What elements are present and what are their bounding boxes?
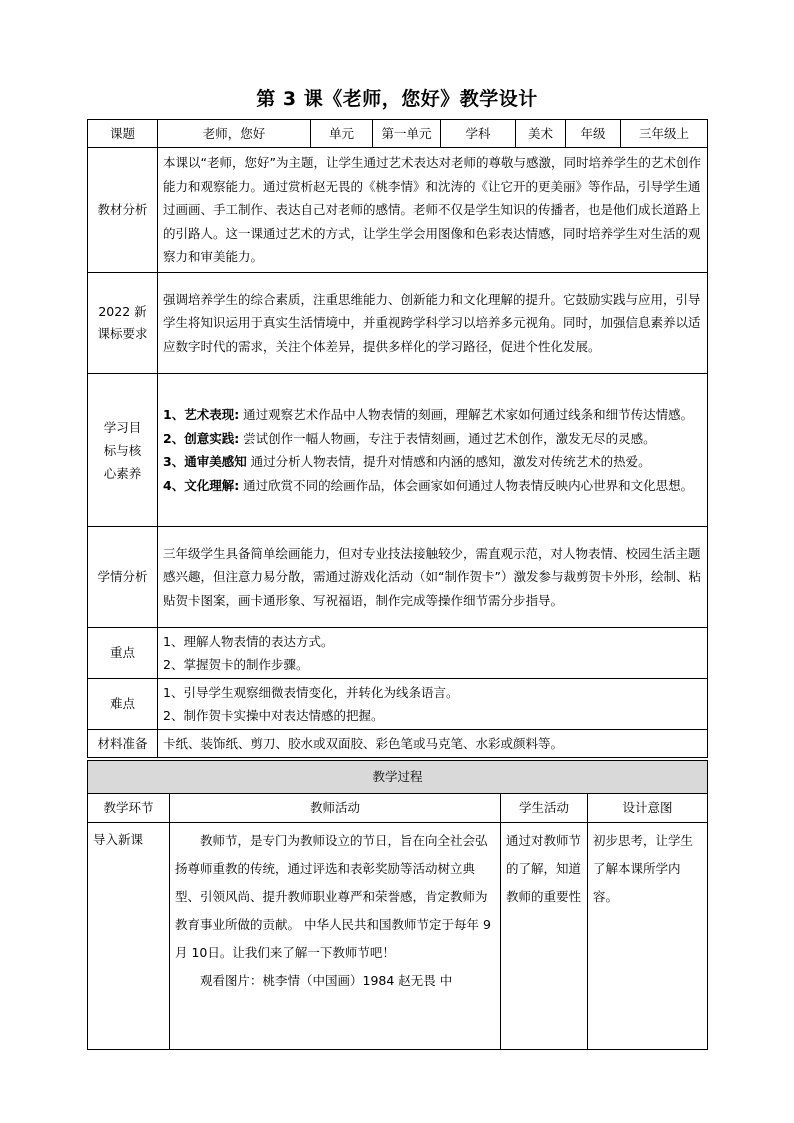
goal-head: 2、创意实践: bbox=[163, 430, 240, 446]
analysis-label: 教材分析 bbox=[88, 148, 158, 273]
unit-value: 第一单元 bbox=[373, 120, 441, 148]
difficulties-row bbox=[88, 679, 708, 730]
stage-cell: 导入新课 bbox=[88, 823, 170, 1050]
goal-head: 3、通审美感知 bbox=[163, 454, 247, 469]
process-row-intro bbox=[88, 823, 708, 1050]
standards-text: 强调培养学生的综合素质，注重思维能力、创新能力和文化理解的提升。它鼓励实践与应用，引导学生将知识运用于真实生活情境中，并重视跨学科学习以培养多元视角。同时，加强信息素养以适应数字时代的需求，关注个体差异，提供多样化的学习路径，促进个性化发展。 bbox=[158, 273, 708, 374]
goal-text: 通过欣赏不同的绘画作品，体会画家如何通过人物表情反映内心世界和文化思想。 bbox=[239, 477, 694, 493]
col-intent: 设计意图 bbox=[588, 794, 708, 823]
info-header-row bbox=[88, 120, 708, 148]
goals-label: 学习目标与核心素养 bbox=[88, 374, 158, 527]
goals-list bbox=[158, 374, 708, 527]
col-stage: 教学环节 bbox=[88, 794, 170, 823]
materials-text: 卡纸、装饰纸、剪刀、胶水或双面胶、彩色笔或马克笔、水彩或颜料等。 bbox=[158, 730, 708, 758]
teacher-activity-p2: 观看图片：桃李情（中国画）1984 赵无畏 中 bbox=[200, 973, 453, 988]
key-point-item: 1、理解人物表情的表达方式。 bbox=[163, 633, 334, 649]
goal-text: 通过分析人物表情，提升对情感和内涵的感知，激发对传统艺术的热爱。 bbox=[246, 454, 651, 469]
unit-label: 单元 bbox=[311, 120, 373, 148]
goals-row bbox=[88, 374, 708, 527]
page-title: 第 3 课《老师，您好》教学设计 bbox=[256, 88, 538, 110]
difficulties-label: 难点 bbox=[88, 679, 158, 730]
difficulties-list bbox=[158, 679, 708, 730]
standards-row bbox=[88, 273, 708, 374]
teacher-activity-p1: 教师节，是专门为教师设立的节日，旨在向全社会弘扬尊师重教的传统，通过评选和表彰奖励等活动树立典型、引领风尚、提升教师职业尊严和荣誉感，肯定教师为教育事业所做的贡献。 中华人民共和国教师节定于每年 9 月 10日。让我们来了解一下教师节吧！ bbox=[175, 833, 491, 960]
col-student: 学生活动 bbox=[501, 794, 588, 823]
subject-value: 美术 bbox=[516, 120, 566, 148]
key-points-list bbox=[158, 628, 708, 679]
analysis-row bbox=[88, 148, 708, 273]
grade-label: 年级 bbox=[566, 120, 621, 148]
standards-label-text: 2022 新课标要求 bbox=[97, 304, 148, 341]
difficulty-item: 1、引导学生观察细微表情变化，并转化为线条语言。 bbox=[163, 684, 459, 700]
process-heading-row bbox=[88, 761, 708, 794]
goal-item bbox=[163, 403, 702, 427]
materials-row bbox=[88, 730, 708, 758]
standards-label bbox=[88, 273, 158, 374]
lesson-value: 老师，您好 bbox=[158, 120, 311, 148]
process-heading: 教学过程 bbox=[88, 761, 708, 794]
goal-head: 4、文化理解: bbox=[163, 477, 240, 493]
difficulty-item: 2、制作贺卡实操中对表达情感的把握。 bbox=[163, 708, 384, 723]
goal-text: 通过观察艺术作品中人物表情的刻画，理解艺术家如何通过线条和细节传达情感。 bbox=[239, 407, 694, 422]
teacher-activity-cell bbox=[170, 823, 501, 1050]
lesson-label: 课题 bbox=[88, 120, 158, 148]
process-table bbox=[87, 760, 708, 1050]
materials-label: 材料准备 bbox=[88, 730, 158, 758]
learners-row bbox=[88, 527, 708, 628]
goal-item bbox=[163, 427, 702, 451]
goal-head: 1、艺术表现: bbox=[163, 407, 240, 422]
analysis-text: 本课以“老师，您好”为主题，让学生通过艺术表达对老师的尊敬与感激，同时培养学生的艺术创作能力和观察能力。通过赏析赵无畏的《桃李情》和沈涛的《让它开的更美丽》等作品，引导学生通过画画、手工制作、表达自己对老师的感情。老师不仅是学生知识的传播者，也是他们成长道路上的引路人。这一课通过艺术的方式，让学生学会用图像和色彩表达情感，同时培养学生对生活的观察力和审美能力。 bbox=[158, 148, 708, 273]
goal-text: 尝试创作一幅人物画，专注于表情刻画，通过艺术创作，激发无尽的灵感。 bbox=[239, 430, 656, 446]
design-intent-cell: 初步思考，让学生了解本课所学内容。 bbox=[588, 823, 708, 1050]
learners-text: 三年级学生具备简单绘画能力，但对专业技法接触较少，需直观示范，对人物表情、校园生活主题感兴趣，但注意力易分散，需通过游戏化活动（如“制作贺卡”）激发参与裁剪贺卡外形，绘制、粘贴贺卡图案，画卡通形象、写祝福语，制作完成等操作细节需分步指导。 bbox=[158, 527, 708, 628]
col-teacher: 教师活动 bbox=[170, 794, 501, 823]
goal-item bbox=[163, 450, 702, 474]
key-points-label: 重点 bbox=[88, 628, 158, 679]
learners-label: 学情分析 bbox=[88, 527, 158, 628]
info-table bbox=[87, 119, 708, 758]
goal-item bbox=[163, 474, 702, 498]
key-points-row bbox=[88, 628, 708, 679]
subject-label: 学科 bbox=[441, 120, 516, 148]
grade-value: 三年级上 bbox=[621, 120, 708, 148]
student-activity-cell: 通过对教师节的了解，知道教师的重要性 bbox=[501, 823, 588, 1050]
process-columns-row bbox=[88, 794, 708, 823]
key-point-item: 2、掌握贺卡的制作步骤。 bbox=[163, 657, 309, 672]
